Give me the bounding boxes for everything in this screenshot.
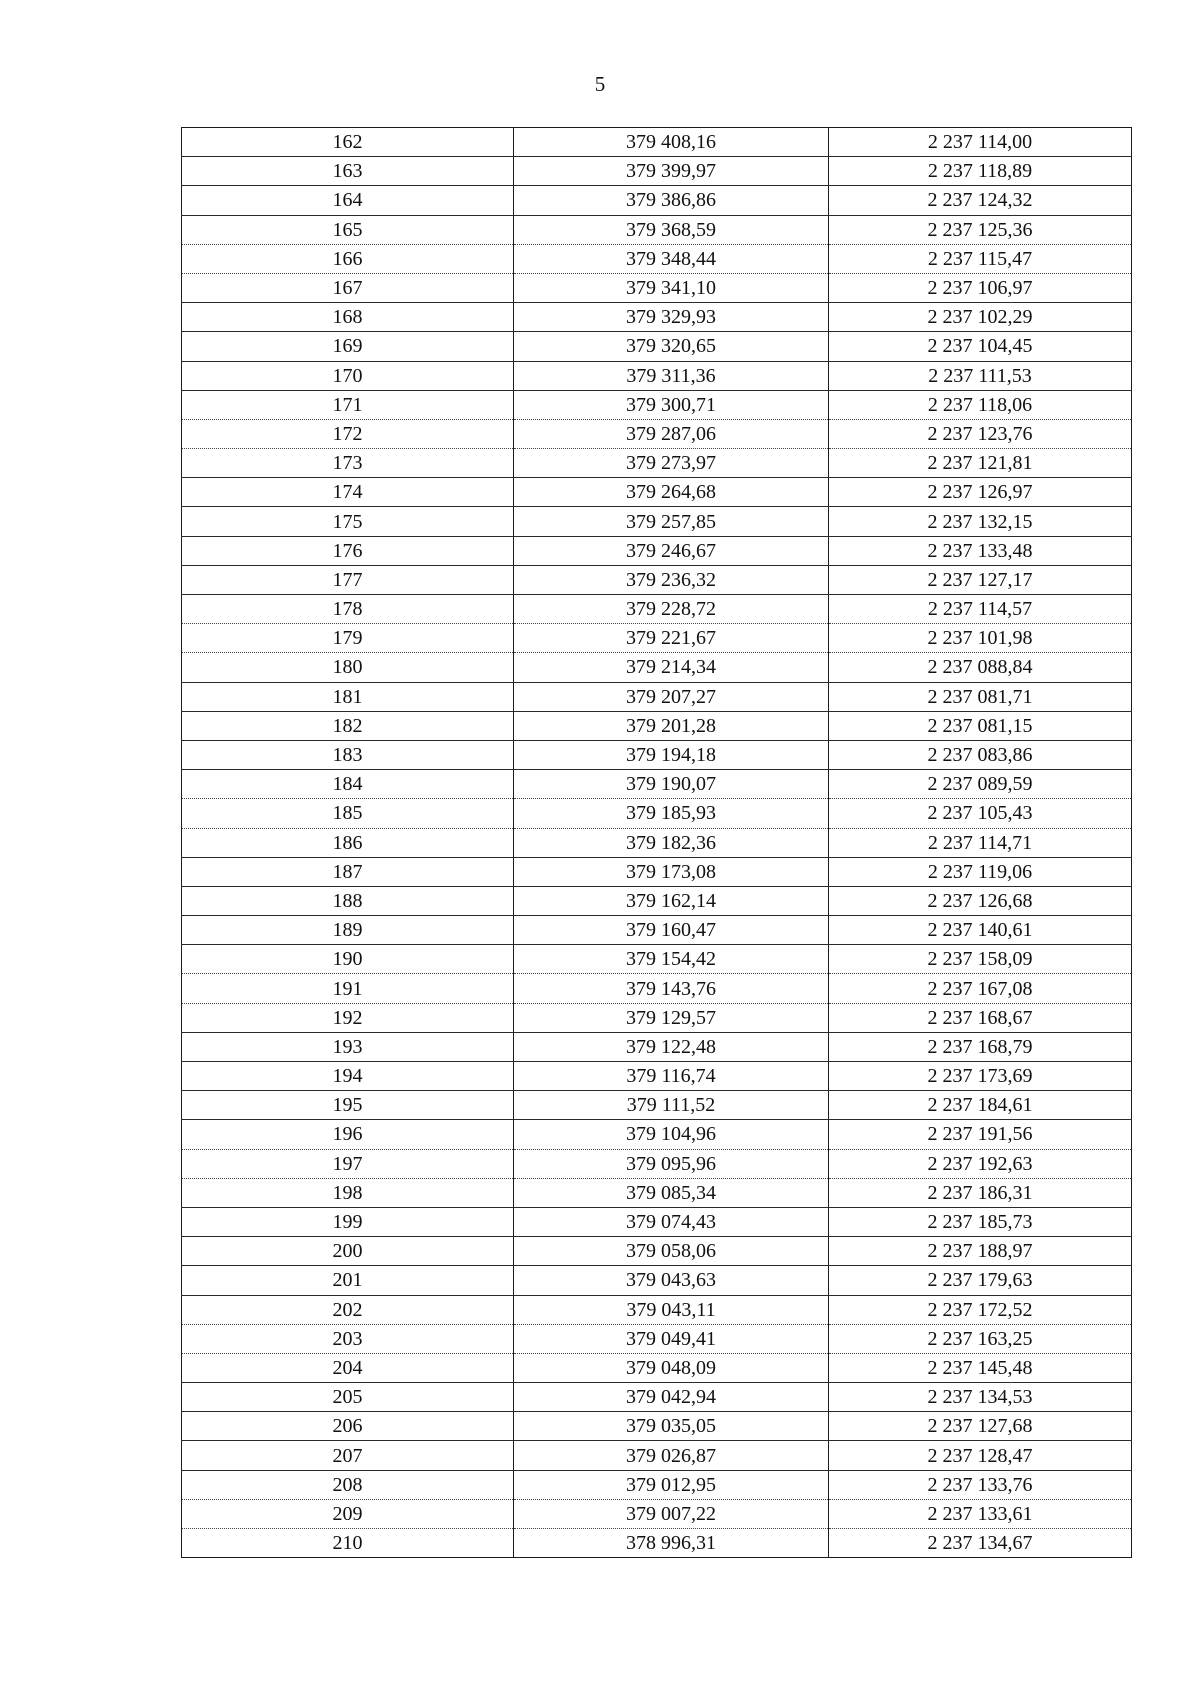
- y-coordinate-cell: 2 237 163,25: [829, 1324, 1132, 1353]
- table-row: [182, 303, 1132, 332]
- y-coordinate-cell: 2 237 145,48: [829, 1353, 1132, 1382]
- x-coordinate-cell: 379 320,65: [514, 332, 829, 361]
- point-number-cell: 180: [182, 653, 514, 682]
- table-row: [182, 128, 1132, 157]
- table-row: [182, 1383, 1132, 1412]
- x-coordinate-cell: 379 236,32: [514, 565, 829, 594]
- table-row: [182, 653, 1132, 682]
- x-coordinate-cell: 379 311,36: [514, 361, 829, 390]
- point-number-cell: 202: [182, 1295, 514, 1324]
- table-row: [182, 711, 1132, 740]
- y-coordinate-cell: 2 237 114,00: [829, 128, 1132, 157]
- x-coordinate-cell: 379 228,72: [514, 595, 829, 624]
- table-row: [182, 390, 1132, 419]
- table-row: [182, 886, 1132, 915]
- table-row: [182, 1470, 1132, 1499]
- y-coordinate-cell: 2 237 126,97: [829, 478, 1132, 507]
- point-number-cell: 162: [182, 128, 514, 157]
- y-coordinate-cell: 2 237 114,57: [829, 595, 1132, 624]
- table-row: [182, 1441, 1132, 1470]
- table-row: [182, 215, 1132, 244]
- point-number-cell: 178: [182, 595, 514, 624]
- x-coordinate-cell: 379 043,11: [514, 1295, 829, 1324]
- table-row: [182, 770, 1132, 799]
- point-number-cell: 192: [182, 1003, 514, 1032]
- x-coordinate-cell: 379 058,06: [514, 1237, 829, 1266]
- table-row: [182, 419, 1132, 448]
- y-coordinate-cell: 2 237 133,76: [829, 1470, 1132, 1499]
- table-row: [182, 1091, 1132, 1120]
- point-number-cell: 185: [182, 799, 514, 828]
- table-row: [182, 565, 1132, 594]
- x-coordinate-cell: 379 273,97: [514, 449, 829, 478]
- table-row: [182, 507, 1132, 536]
- point-number-cell: 172: [182, 419, 514, 448]
- x-coordinate-cell: 379 122,48: [514, 1032, 829, 1061]
- point-number-cell: 209: [182, 1499, 514, 1528]
- table-row: [182, 799, 1132, 828]
- table-row: [182, 595, 1132, 624]
- point-number-cell: 165: [182, 215, 514, 244]
- point-number-cell: 210: [182, 1529, 514, 1558]
- y-coordinate-cell: 2 237 081,15: [829, 711, 1132, 740]
- point-number-cell: 171: [182, 390, 514, 419]
- table-row: [182, 740, 1132, 769]
- x-coordinate-cell: 379 129,57: [514, 1003, 829, 1032]
- point-number-cell: 169: [182, 332, 514, 361]
- y-coordinate-cell: 2 237 184,61: [829, 1091, 1132, 1120]
- point-number-cell: 170: [182, 361, 514, 390]
- point-number-cell: 174: [182, 478, 514, 507]
- table-row: [182, 332, 1132, 361]
- x-coordinate-cell: 379 007,22: [514, 1499, 829, 1528]
- x-coordinate-cell: 379 074,43: [514, 1207, 829, 1236]
- x-coordinate-cell: 379 185,93: [514, 799, 829, 828]
- page-number: 5: [594, 72, 606, 96]
- table-row: [182, 1062, 1132, 1091]
- table-row: [182, 1529, 1132, 1558]
- table-row: [182, 1032, 1132, 1061]
- point-number-cell: 206: [182, 1412, 514, 1441]
- point-number-cell: 195: [182, 1091, 514, 1120]
- y-coordinate-cell: 2 237 186,31: [829, 1178, 1132, 1207]
- table-row: [182, 828, 1132, 857]
- point-number-cell: 189: [182, 916, 514, 945]
- y-coordinate-cell: 2 237 192,63: [829, 1149, 1132, 1178]
- point-number-cell: 199: [182, 1207, 514, 1236]
- table-row: [182, 1499, 1132, 1528]
- x-coordinate-cell: 379 341,10: [514, 273, 829, 302]
- x-coordinate-cell: 379 190,07: [514, 770, 829, 799]
- point-number-cell: 193: [182, 1032, 514, 1061]
- point-number-cell: 167: [182, 273, 514, 302]
- x-coordinate-cell: 379 399,97: [514, 157, 829, 186]
- y-coordinate-cell: 2 237 127,68: [829, 1412, 1132, 1441]
- x-coordinate-cell: 379 085,34: [514, 1178, 829, 1207]
- point-number-cell: 177: [182, 565, 514, 594]
- x-coordinate-cell: 379 264,68: [514, 478, 829, 507]
- table-row: [182, 1266, 1132, 1295]
- x-coordinate-cell: 379 026,87: [514, 1441, 829, 1470]
- table-row: [182, 1295, 1132, 1324]
- x-coordinate-cell: 379 160,47: [514, 916, 829, 945]
- point-number-cell: 208: [182, 1470, 514, 1499]
- x-coordinate-cell: 379 201,28: [514, 711, 829, 740]
- table-row: [182, 1003, 1132, 1032]
- table-row: [182, 1120, 1132, 1149]
- y-coordinate-cell: 2 237 124,32: [829, 186, 1132, 215]
- y-coordinate-cell: 2 237 133,61: [829, 1499, 1132, 1528]
- y-coordinate-cell: 2 237 172,52: [829, 1295, 1132, 1324]
- table-row: [182, 1149, 1132, 1178]
- table-row: [182, 157, 1132, 186]
- table-row: [182, 916, 1132, 945]
- x-coordinate-cell: 379 048,09: [514, 1353, 829, 1382]
- x-coordinate-cell: 379 095,96: [514, 1149, 829, 1178]
- point-number-cell: 168: [182, 303, 514, 332]
- table-row: [182, 1207, 1132, 1236]
- y-coordinate-cell: 2 237 179,63: [829, 1266, 1132, 1295]
- y-coordinate-cell: 2 237 128,47: [829, 1441, 1132, 1470]
- point-number-cell: 164: [182, 186, 514, 215]
- table-row: [182, 1237, 1132, 1266]
- x-coordinate-cell: 379 386,86: [514, 186, 829, 215]
- table-row: [182, 974, 1132, 1003]
- point-number-cell: 173: [182, 449, 514, 478]
- table-row: [182, 1412, 1132, 1441]
- y-coordinate-cell: 2 237 101,98: [829, 624, 1132, 653]
- y-coordinate-cell: 2 237 158,09: [829, 945, 1132, 974]
- y-coordinate-cell: 2 237 188,97: [829, 1237, 1132, 1266]
- y-coordinate-cell: 2 237 119,06: [829, 857, 1132, 886]
- table-row: [182, 1178, 1132, 1207]
- x-coordinate-cell: 379 012,95: [514, 1470, 829, 1499]
- y-coordinate-cell: 2 237 105,43: [829, 799, 1132, 828]
- point-number-cell: 184: [182, 770, 514, 799]
- y-coordinate-cell: 2 237 114,71: [829, 828, 1132, 857]
- x-coordinate-cell: 379 143,76: [514, 974, 829, 1003]
- table-row: [182, 244, 1132, 273]
- x-coordinate-cell: 379 214,34: [514, 653, 829, 682]
- table-row: [182, 449, 1132, 478]
- x-coordinate-cell: 379 348,44: [514, 244, 829, 273]
- x-coordinate-cell: 379 116,74: [514, 1062, 829, 1091]
- table-row: [182, 857, 1132, 886]
- table-row: [182, 1353, 1132, 1382]
- y-coordinate-cell: 2 237 168,79: [829, 1032, 1132, 1061]
- x-coordinate-cell: 379 408,16: [514, 128, 829, 157]
- table-row: [182, 624, 1132, 653]
- point-number-cell: 198: [182, 1178, 514, 1207]
- x-coordinate-cell: 379 300,71: [514, 390, 829, 419]
- y-coordinate-cell: 2 237 185,73: [829, 1207, 1132, 1236]
- x-coordinate-cell: 379 221,67: [514, 624, 829, 653]
- table-row: [182, 186, 1132, 215]
- table-row: [182, 273, 1132, 302]
- point-number-cell: 201: [182, 1266, 514, 1295]
- point-number-cell: 182: [182, 711, 514, 740]
- x-coordinate-cell: 379 368,59: [514, 215, 829, 244]
- table-row: [182, 945, 1132, 974]
- x-coordinate-cell: 379 043,63: [514, 1266, 829, 1295]
- point-number-cell: 163: [182, 157, 514, 186]
- point-number-cell: 197: [182, 1149, 514, 1178]
- point-number-cell: 205: [182, 1383, 514, 1412]
- point-number-cell: 179: [182, 624, 514, 653]
- y-coordinate-cell: 2 237 111,53: [829, 361, 1132, 390]
- x-coordinate-cell: 378 996,31: [514, 1529, 829, 1558]
- y-coordinate-cell: 2 237 115,47: [829, 244, 1132, 273]
- point-number-cell: 196: [182, 1120, 514, 1149]
- coordinates-table-body: [182, 128, 1132, 1558]
- y-coordinate-cell: 2 237 083,86: [829, 740, 1132, 769]
- y-coordinate-cell: 2 237 102,29: [829, 303, 1132, 332]
- x-coordinate-cell: 379 154,42: [514, 945, 829, 974]
- x-coordinate-cell: 379 246,67: [514, 536, 829, 565]
- point-number-cell: 191: [182, 974, 514, 1003]
- y-coordinate-cell: 2 237 134,53: [829, 1383, 1132, 1412]
- x-coordinate-cell: 379 042,94: [514, 1383, 829, 1412]
- x-coordinate-cell: 379 207,27: [514, 682, 829, 711]
- point-number-cell: 207: [182, 1441, 514, 1470]
- table-row: [182, 1324, 1132, 1353]
- x-coordinate-cell: 379 182,36: [514, 828, 829, 857]
- point-number-cell: 190: [182, 945, 514, 974]
- x-coordinate-cell: 379 257,85: [514, 507, 829, 536]
- x-coordinate-cell: 379 194,18: [514, 740, 829, 769]
- y-coordinate-cell: 2 237 132,15: [829, 507, 1132, 536]
- x-coordinate-cell: 379 035,05: [514, 1412, 829, 1441]
- x-coordinate-cell: 379 049,41: [514, 1324, 829, 1353]
- x-coordinate-cell: 379 329,93: [514, 303, 829, 332]
- point-number-cell: 194: [182, 1062, 514, 1091]
- y-coordinate-cell: 2 237 140,61: [829, 916, 1132, 945]
- point-number-cell: 200: [182, 1237, 514, 1266]
- y-coordinate-cell: 2 237 121,81: [829, 449, 1132, 478]
- table-row: [182, 682, 1132, 711]
- y-coordinate-cell: 2 237 167,08: [829, 974, 1132, 1003]
- point-number-cell: 181: [182, 682, 514, 711]
- y-coordinate-cell: 2 237 134,67: [829, 1529, 1132, 1558]
- point-number-cell: 204: [182, 1353, 514, 1382]
- y-coordinate-cell: 2 237 168,67: [829, 1003, 1132, 1032]
- x-coordinate-cell: 379 104,96: [514, 1120, 829, 1149]
- point-number-cell: 186: [182, 828, 514, 857]
- point-number-cell: 175: [182, 507, 514, 536]
- point-number-cell: 166: [182, 244, 514, 273]
- y-coordinate-cell: 2 237 191,56: [829, 1120, 1132, 1149]
- x-coordinate-cell: 379 173,08: [514, 857, 829, 886]
- point-number-cell: 176: [182, 536, 514, 565]
- y-coordinate-cell: 2 237 118,06: [829, 390, 1132, 419]
- y-coordinate-cell: 2 237 104,45: [829, 332, 1132, 361]
- y-coordinate-cell: 2 237 106,97: [829, 273, 1132, 302]
- x-coordinate-cell: 379 287,06: [514, 419, 829, 448]
- y-coordinate-cell: 2 237 088,84: [829, 653, 1132, 682]
- y-coordinate-cell: 2 237 126,68: [829, 886, 1132, 915]
- table-row: [182, 536, 1132, 565]
- y-coordinate-cell: 2 237 123,76: [829, 419, 1132, 448]
- x-coordinate-cell: 379 111,52: [514, 1091, 829, 1120]
- y-coordinate-cell: 2 237 118,89: [829, 157, 1132, 186]
- table-row: [182, 478, 1132, 507]
- y-coordinate-cell: 2 237 127,17: [829, 565, 1132, 594]
- y-coordinate-cell: 2 237 133,48: [829, 536, 1132, 565]
- point-number-cell: 203: [182, 1324, 514, 1353]
- point-number-cell: 188: [182, 886, 514, 915]
- y-coordinate-cell: 2 237 173,69: [829, 1062, 1132, 1091]
- point-number-cell: 183: [182, 740, 514, 769]
- table-row: [182, 361, 1132, 390]
- coordinates-table: [181, 127, 1132, 1558]
- x-coordinate-cell: 379 162,14: [514, 886, 829, 915]
- point-number-cell: 187: [182, 857, 514, 886]
- y-coordinate-cell: 2 237 081,71: [829, 682, 1132, 711]
- y-coordinate-cell: 2 237 089,59: [829, 770, 1132, 799]
- y-coordinate-cell: 2 237 125,36: [829, 215, 1132, 244]
